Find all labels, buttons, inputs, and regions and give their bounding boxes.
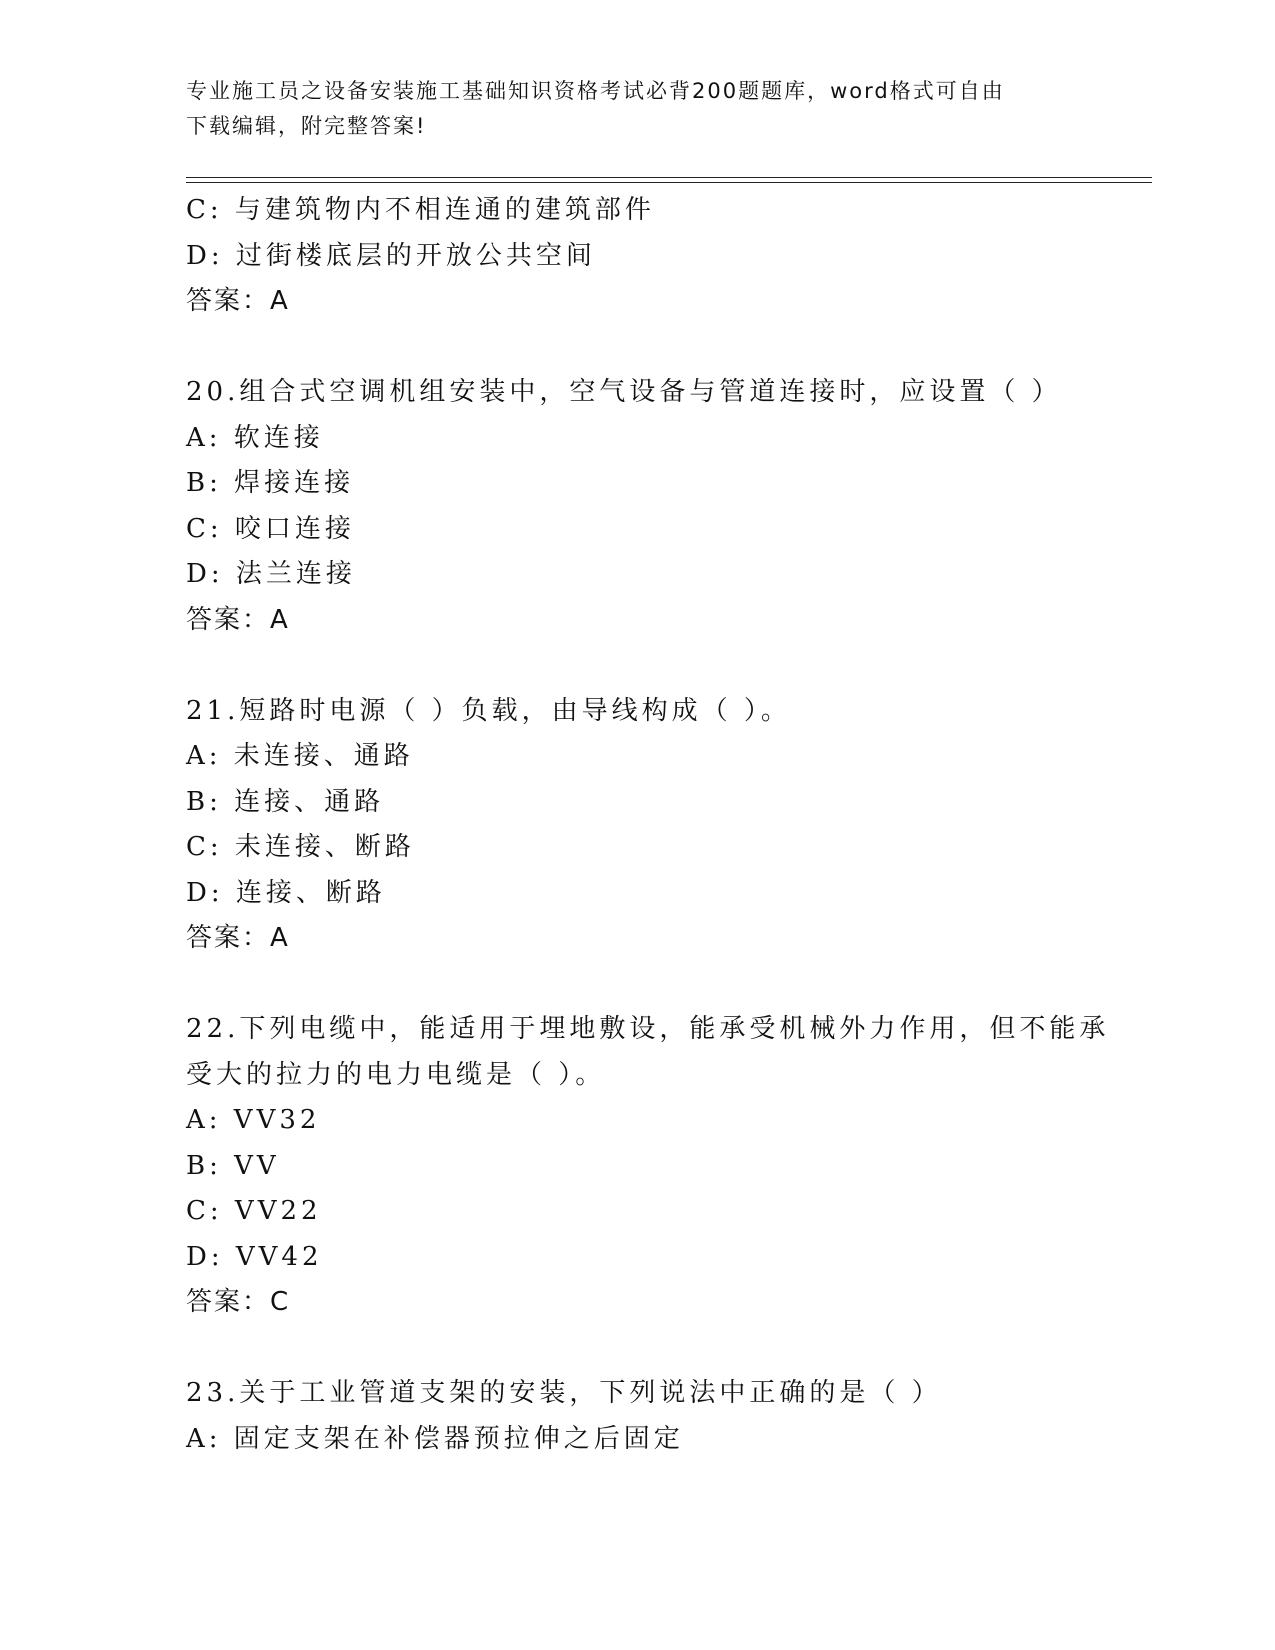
header-divider-top — [186, 177, 1152, 178]
document-header — [186, 74, 1066, 144]
option-b: B: 焊接连接 — [186, 468, 355, 498]
option-a: A: 固定支架在补偿器预拉伸之后固定 — [186, 1423, 684, 1454]
option-d: D: 法兰连接 — [186, 559, 356, 589]
option-c: C: VV22 — [186, 1196, 322, 1226]
question-22-block — [186, 1007, 1146, 1326]
header-line-1: 专业施工员之设备安装施工基础知识资格考试必背200题题库，word格式可自由 — [186, 79, 1005, 103]
spacer — [186, 962, 1146, 1008]
header-divider-bottom — [186, 182, 1152, 183]
option-c: C: 未连接、断路 — [186, 832, 415, 862]
spacer — [186, 325, 1146, 371]
option-b: B: 连接、通路 — [186, 786, 385, 817]
question-19-block — [186, 188, 1146, 325]
option-a: A: VV32 — [186, 1105, 321, 1135]
question-21-block — [186, 689, 1146, 962]
question-text-line-2: 受大的拉力的电力电缆是（ ）。 — [186, 1059, 606, 1090]
answer-line: 答案：A — [186, 286, 290, 316]
answer-line: 答案：A — [186, 604, 290, 635]
option-d: D: 连接、断路 — [186, 877, 386, 908]
answer-line: 答案：A — [186, 923, 290, 953]
spacer — [186, 643, 1146, 689]
option-b: B: VV — [186, 1150, 280, 1181]
answer-line: 答案：C — [186, 1287, 291, 1317]
question-text: 21.短路时电源（ ）负载，由导线构成（ ）。 — [186, 695, 791, 726]
option-c: C: 咬口连接 — [186, 513, 355, 544]
question-23-block — [186, 1371, 1146, 1462]
question-list — [186, 188, 1146, 1462]
question-text: 23.关于工业管道支架的安装，下列说法中正确的是（ ） — [186, 1378, 942, 1408]
question-text-line-1: 22.下列电缆中，能适用于埋地敷设，能承受机械外力作用，但不能承 — [186, 1014, 1110, 1044]
option-a: A: 软连接 — [186, 422, 324, 453]
option-d: D: 过街楼底层的开放公共空间 — [186, 240, 596, 271]
question-text: 20.组合式空调机组安装中，空气设备与管道连接时，应设置（ ） — [186, 377, 1062, 407]
option-a: A: 未连接、通路 — [186, 741, 414, 771]
option-c: C: 与建筑物内不相连通的建筑部件 — [186, 195, 655, 225]
header-line-2: 下载编辑，附完整答案! — [186, 114, 427, 138]
option-d: D: VV42 — [186, 1241, 323, 1272]
spacer — [186, 1326, 1146, 1372]
question-20-block — [186, 370, 1146, 643]
